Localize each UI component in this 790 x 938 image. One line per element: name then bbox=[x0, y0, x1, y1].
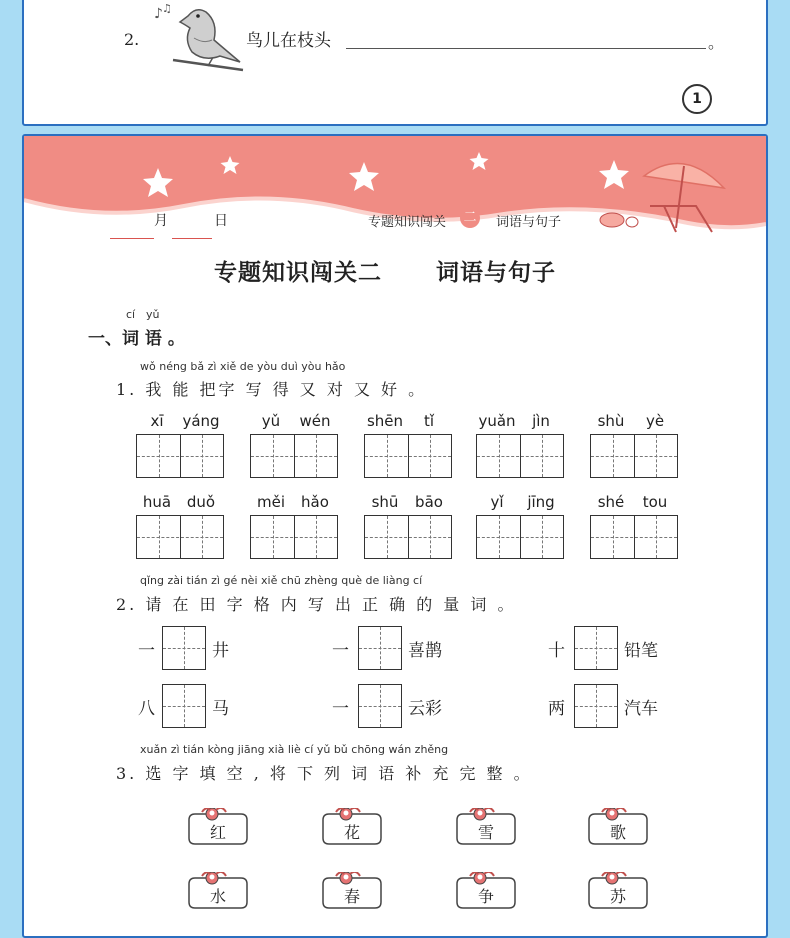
svg-text:♪: ♪ bbox=[154, 6, 163, 22]
answer-line[interactable] bbox=[346, 48, 706, 49]
tag-character: 苏 bbox=[609, 887, 626, 906]
measure-noun: 井 bbox=[212, 641, 229, 661]
word-pinyin-1: shū bbox=[371, 493, 399, 511]
tag-character: 红 bbox=[209, 823, 226, 842]
q2-text: 2. 请 在 田 字 格 内 写 出 正 确 的 量 词 。 bbox=[116, 595, 517, 614]
section-heading: 一、词 语 。 bbox=[88, 329, 185, 349]
tag-character: 春 bbox=[343, 887, 360, 906]
character-tag[interactable] bbox=[186, 876, 250, 912]
tianzige-answer-box[interactable] bbox=[476, 515, 564, 559]
measure-noun: 汽车 bbox=[624, 699, 658, 719]
item-text: 鸟儿在枝头 bbox=[246, 31, 331, 51]
word-pinyin-2: tǐ bbox=[423, 412, 435, 430]
tianzige-answer-box[interactable] bbox=[136, 434, 224, 478]
measure-noun: 喜鹊 bbox=[408, 641, 442, 661]
word-pinyin-1: yuǎn bbox=[478, 412, 516, 430]
measure-word-box[interactable] bbox=[358, 684, 402, 728]
tag-character: 水 bbox=[209, 887, 226, 906]
word-pinyin-2: bāo bbox=[415, 493, 443, 511]
page-number: 1 bbox=[682, 84, 712, 114]
tag-character: 花 bbox=[343, 823, 360, 842]
character-tag[interactable] bbox=[586, 812, 650, 848]
month-blank[interactable] bbox=[110, 224, 154, 239]
word-pinyin-2: jìn bbox=[532, 412, 550, 430]
page-title: 专题知识闯关二 bbox=[214, 260, 382, 286]
header-topic-name: 词语与句子 bbox=[496, 215, 562, 230]
word-pinyin-1: huā bbox=[142, 493, 172, 511]
worksheet-page bbox=[22, 134, 768, 938]
day-label: 日 bbox=[214, 213, 228, 229]
tianzige-answer-box[interactable] bbox=[364, 434, 452, 478]
measure-word-box[interactable] bbox=[358, 626, 402, 670]
measure-noun: 铅笔 bbox=[624, 641, 658, 661]
tianzige-answer-box[interactable] bbox=[364, 515, 452, 559]
tianzige-answer-box[interactable] bbox=[250, 515, 338, 559]
section-pinyin-ci: cí bbox=[126, 308, 136, 321]
section-pinyin-yu: yǔ bbox=[146, 308, 160, 321]
svg-text:♫: ♫ bbox=[162, 2, 172, 15]
measure-word-box[interactable] bbox=[574, 626, 618, 670]
word-pinyin-2: hǎo bbox=[301, 493, 329, 511]
character-tag[interactable] bbox=[454, 812, 518, 848]
word-pinyin-1: yǔ bbox=[261, 412, 281, 430]
word-pinyin-1: xī bbox=[150, 412, 164, 430]
measure-word-box[interactable] bbox=[162, 684, 206, 728]
bird-illustration-icon bbox=[148, 0, 248, 78]
word-pinyin-2: jīng bbox=[527, 493, 555, 511]
word-pinyin-2: duǒ bbox=[186, 493, 216, 511]
word-pinyin-1: shēn bbox=[366, 412, 404, 430]
word-pinyin-2: yáng bbox=[182, 412, 220, 430]
tianzige-answer-box[interactable] bbox=[476, 434, 564, 478]
q3-text: 3. 选 字 填 空 , 将 下 列 词 语 补 充 完 整 。 bbox=[116, 764, 533, 783]
tianzige-answer-box[interactable] bbox=[590, 515, 678, 559]
character-tag[interactable] bbox=[320, 812, 384, 848]
measure-noun: 云彩 bbox=[408, 699, 442, 719]
word-pinyin-2: wén bbox=[299, 412, 331, 430]
tianzige-answer-box[interactable] bbox=[250, 434, 338, 478]
item-number: 2. bbox=[124, 30, 140, 49]
q3-pinyin: xuǎn zì tián kòng jiāng xià liè cí yǔ bǔ chōng wán zhěng bbox=[140, 743, 449, 756]
word-pinyin-2: tou bbox=[642, 493, 668, 511]
character-tag[interactable] bbox=[586, 876, 650, 912]
measure-number: 八 bbox=[138, 699, 155, 719]
header-topic-prefix: 专题知识闯关 bbox=[368, 215, 447, 230]
measure-noun: 马 bbox=[212, 699, 229, 719]
character-tag[interactable] bbox=[454, 876, 518, 912]
month-label: 月 bbox=[154, 213, 168, 229]
word-pinyin-1: shù bbox=[597, 412, 625, 430]
previous-page-card bbox=[22, 0, 768, 126]
word-pinyin-2: yè bbox=[645, 412, 665, 430]
tianzige-answer-box[interactable] bbox=[590, 434, 678, 478]
day-blank[interactable] bbox=[172, 224, 212, 239]
header-topic-number: 二 bbox=[460, 208, 480, 228]
tag-character: 雪 bbox=[477, 823, 494, 842]
q1-text: 1. 我 能 把字 写 得 又 对 又 好 。 bbox=[116, 380, 428, 399]
word-pinyin-1: yǐ bbox=[490, 493, 504, 511]
measure-number: 一 bbox=[332, 699, 349, 719]
measure-number: 一 bbox=[138, 641, 155, 661]
measure-number: 两 bbox=[548, 699, 565, 719]
word-pinyin-1: shé bbox=[597, 493, 625, 511]
measure-word-box[interactable] bbox=[162, 626, 206, 670]
tag-character: 歌 bbox=[609, 823, 626, 842]
word-pinyin-1: měi bbox=[256, 493, 285, 511]
tag-character: 争 bbox=[477, 887, 494, 906]
measure-word-box[interactable] bbox=[574, 684, 618, 728]
q2-pinyin: qǐng zài tián zì gé nèi xiě chū zhèng què de liàng cí bbox=[140, 574, 423, 587]
tianzige-answer-box[interactable] bbox=[136, 515, 224, 559]
end-punctuation: 。 bbox=[708, 33, 725, 52]
measure-number: 一 bbox=[332, 641, 349, 661]
measure-number: 十 bbox=[548, 641, 565, 661]
page-subtitle: 词语与句子 bbox=[436, 260, 556, 286]
q1-pinyin: wǒ néng bǎ zì xiě de yòu duì yòu hǎo bbox=[140, 360, 346, 373]
character-tag[interactable] bbox=[320, 876, 384, 912]
character-tag[interactable] bbox=[186, 812, 250, 848]
